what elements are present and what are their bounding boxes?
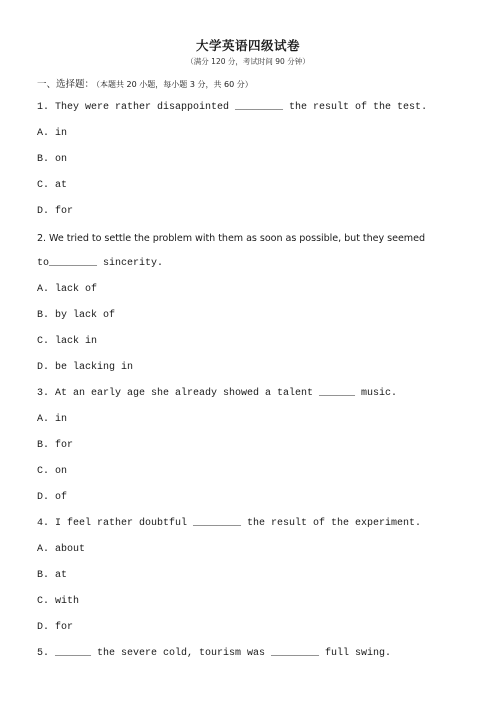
question-1-option-d (37, 206, 73, 218)
question-4-option-d (37, 622, 73, 634)
option-letter: C. (37, 336, 50, 347)
option-text: for (55, 622, 74, 633)
option-letter: A. (37, 544, 50, 555)
option-text: by lack of (55, 310, 116, 321)
option-letter: D. (37, 206, 50, 217)
option-letter: B. (37, 570, 50, 581)
question-3-option-d (37, 492, 67, 504)
question-1-option-b (37, 154, 67, 166)
option-text: lack of (55, 284, 98, 295)
option-text: at (55, 570, 68, 581)
option-text: on (55, 154, 68, 165)
option-text: at (55, 180, 68, 191)
question-3-option-b (37, 440, 73, 452)
option-letter: B. (37, 440, 50, 451)
question-2-option-d (37, 362, 133, 374)
option-text: lack in (55, 336, 98, 347)
question-3-option-a (37, 414, 67, 426)
option-text: of (55, 492, 68, 503)
question-3-stem: 3. At an early age she already showed a talent ______ music. (37, 388, 398, 399)
option-letter: C. (37, 180, 50, 191)
option-letter: D. (37, 362, 50, 373)
question-2-option-a (37, 284, 97, 296)
question-1-option-a (37, 128, 67, 140)
question-2-option-c (37, 336, 97, 348)
question-4-stem: 4. I feel rather doubtful ________ the result of the experiment. (37, 518, 422, 529)
section-label: 一、选择题： (37, 79, 95, 90)
option-letter: D. (37, 622, 50, 633)
option-letter: A. (37, 128, 50, 139)
option-text: for (55, 206, 74, 217)
question-2-stem-line-1: 2. We tried to settle the problem with them as soon as possible, but they seemed (37, 233, 425, 244)
option-letter: A. (37, 284, 50, 295)
question-4-option-c (37, 596, 79, 608)
option-letter: B. (37, 310, 50, 321)
option-text: in (55, 414, 68, 425)
section-note: （本题共 20 小题，每小题 3 分，共 60 分） (96, 80, 253, 89)
option-text: for (55, 440, 74, 451)
question-4-option-b (37, 570, 67, 582)
option-letter: D. (37, 492, 50, 503)
question-4-option-a (37, 544, 85, 556)
question-2-stem-line-2: to________ sincerity. (37, 258, 164, 269)
option-letter: A. (37, 414, 50, 425)
question-3-option-c (37, 466, 67, 478)
option-letter: B. (37, 154, 50, 165)
question-1-option-c (37, 180, 67, 192)
section-heading (37, 76, 253, 90)
exam-title: 大学英语四级试卷 (195, 38, 300, 53)
option-text: in (55, 128, 68, 139)
option-letter: C. (37, 596, 50, 607)
option-letter: C. (37, 466, 50, 477)
option-text: with (55, 596, 80, 607)
option-text: be lacking in (55, 362, 134, 373)
question-2-option-b (37, 310, 115, 322)
exam-subtitle: （满分 120 分，考试时间 90 分钟） (186, 57, 310, 66)
option-text: on (55, 466, 68, 477)
question-1-stem: 1. They were rather disappointed ________ the result of the test. (37, 102, 428, 113)
option-text: about (55, 544, 86, 555)
question-5-stem: 5. ______ the severe cold, tourism was ________ full swing. (37, 648, 392, 659)
